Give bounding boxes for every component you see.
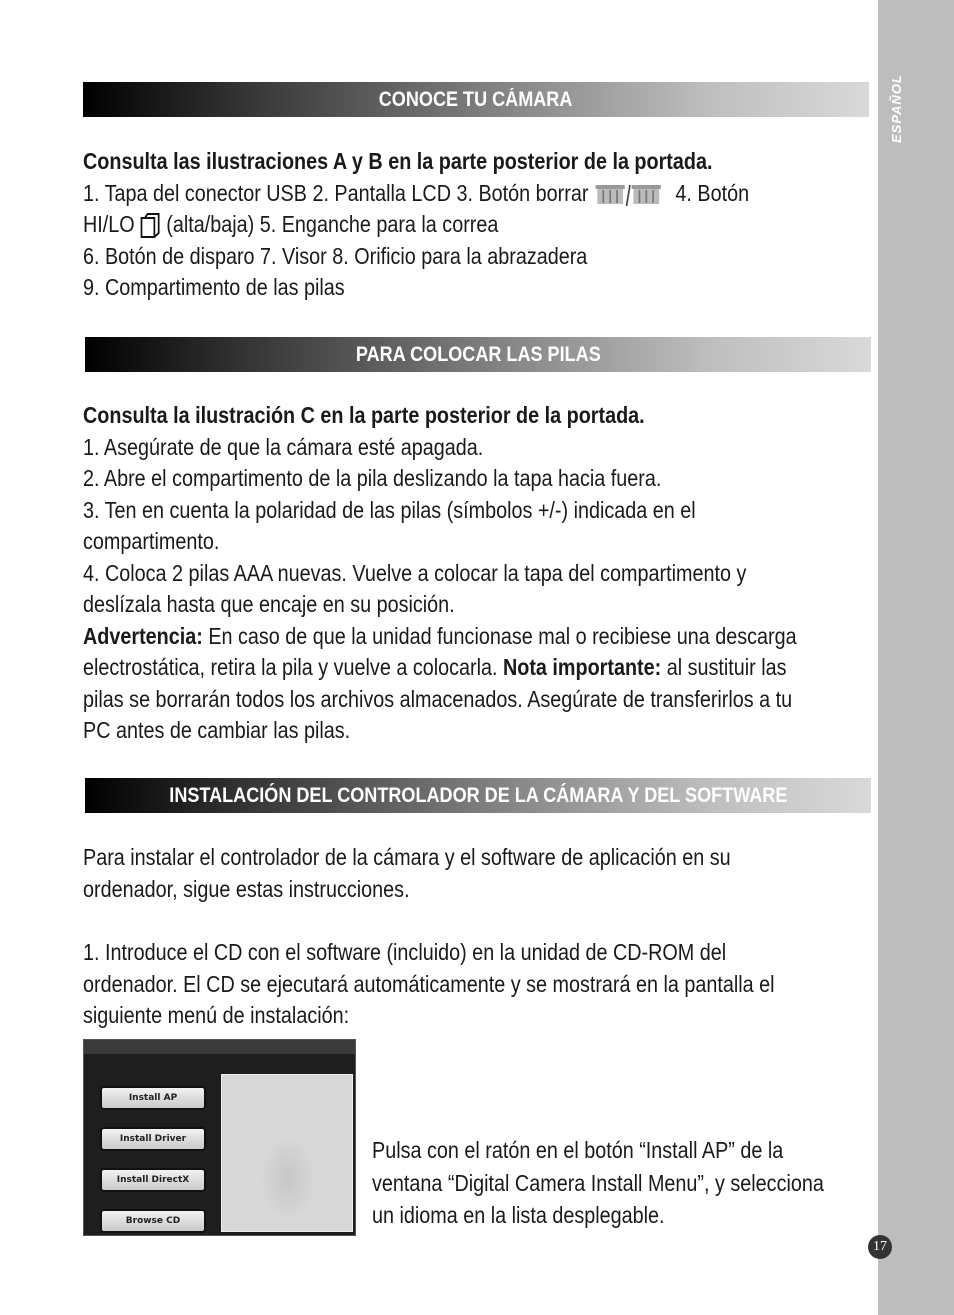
browse-cd-button: Browse CD: [100, 1209, 206, 1233]
caption-line-c: un idioma en la lista desplegable.: [372, 1202, 665, 1228]
install-p2b: ordenador. El CD se ejecutará automáticamente y se mostrará en la pantalla el: [83, 970, 775, 997]
warning-label: Advertencia:: [83, 622, 203, 649]
batteries-step-3a: 3. Ten en cuenta la polaridad de las pilas (símbolos +/-) indicada en el: [83, 496, 696, 523]
install-ap-button: Install AP: [100, 1086, 206, 1110]
install-driver-button: Install Driver: [100, 1127, 206, 1151]
know-line-4: 9. Compartimento de las pilas: [83, 274, 345, 300]
camera-watermark: [260, 1135, 316, 1221]
side-tab: [878, 0, 954, 1315]
install-p2c: siguiente menú de instalación:: [83, 1002, 350, 1028]
note-text-c: PC antes de cambiar las pilas.: [83, 717, 351, 743]
install-directx-button: Install DirectX: [100, 1168, 206, 1192]
batteries-step-1: 1. Asegúrate de que la cámara esté apagada.: [83, 433, 484, 460]
batteries-step-4b: deslízala hasta que encaje en su posición.: [83, 591, 455, 617]
know-line-2a: HI/LO: [83, 211, 135, 237]
section-know-body: [83, 146, 873, 304]
page-number: 17: [868, 1235, 892, 1259]
know-line-2b: (alta/baja) 5. Enganche para la correa: [166, 211, 499, 237]
section-heading-know: CONOCE TU CÁMARA: [83, 82, 869, 117]
warning-text-a: En caso de que la unidad funcionase mal o recibiese una descarga: [202, 622, 797, 649]
install-p2a: 1. Introduce el CD con el software (incluido) en la unidad de CD-ROM del: [83, 939, 727, 965]
install-menu-titlebar: [84, 1040, 355, 1054]
note-text-b: pilas se borrarán todos los archivos almacenados. Asegúrate de transferirlos a tu: [83, 685, 793, 712]
caption-line-b: ventana “Digital Camera Install Menu”, y selecciona: [372, 1169, 824, 1196]
batteries-step-4a: 4. Coloca 2 pilas AAA nuevas. Vuelve a colocar la tapa del compartimento y: [83, 559, 747, 586]
language-label: ESPAÑOL: [889, 74, 904, 144]
section-install-body: [83, 842, 873, 1032]
install-p1a: Para instalar el controlador de la cámara y el software de aplicación en su: [83, 844, 731, 870]
install-menu-screenshot: [83, 1039, 356, 1236]
hi-lo-icon: [140, 213, 161, 239]
warning-text-b: electrostática, retira la pila y vuelve a colocarla.: [83, 654, 503, 680]
batteries-step-2: 2. Abre el compartimento de la pila deslizando la tapa hacia fuera.: [83, 465, 662, 491]
delete-icon: [594, 182, 623, 206]
batteries-intro: Consulta la ilustración C en la parte posterior de la portada.: [83, 402, 645, 428]
install-menu-panel: [221, 1074, 353, 1232]
know-line-3: 6. Botón de disparo 7. Visor 8. Orificio para la abrazadera: [83, 242, 588, 269]
know-intro: Consulta las ilustraciones A y B en la parte posterior de la portada.: [83, 148, 713, 174]
install-caption: [372, 1134, 872, 1232]
caption-line-a: Pulsa con el ratón en el botón “Install AP” de la: [372, 1137, 784, 1163]
note-label: Nota importante:: [502, 654, 662, 680]
know-line-1b: 4. Botón: [675, 179, 750, 206]
section-batteries-body: [83, 400, 873, 747]
note-text-a: al sustituir las: [661, 654, 787, 680]
batteries-step-3b: compartimento.: [83, 528, 220, 554]
install-p1b: ordenador, sigue estas instrucciones.: [83, 875, 410, 902]
know-line-1a: 1. Tapa del conector USB 2. Pantalla LCD 3. Botón borrar: [83, 179, 589, 206]
section-heading-batteries: PARA COLOCAR LAS PILAS: [85, 337, 871, 372]
section-heading-install: INSTALACIÓN DEL CONTROLADOR DE LA CÁMARA Y DEL SOFTWARE: [85, 778, 871, 813]
